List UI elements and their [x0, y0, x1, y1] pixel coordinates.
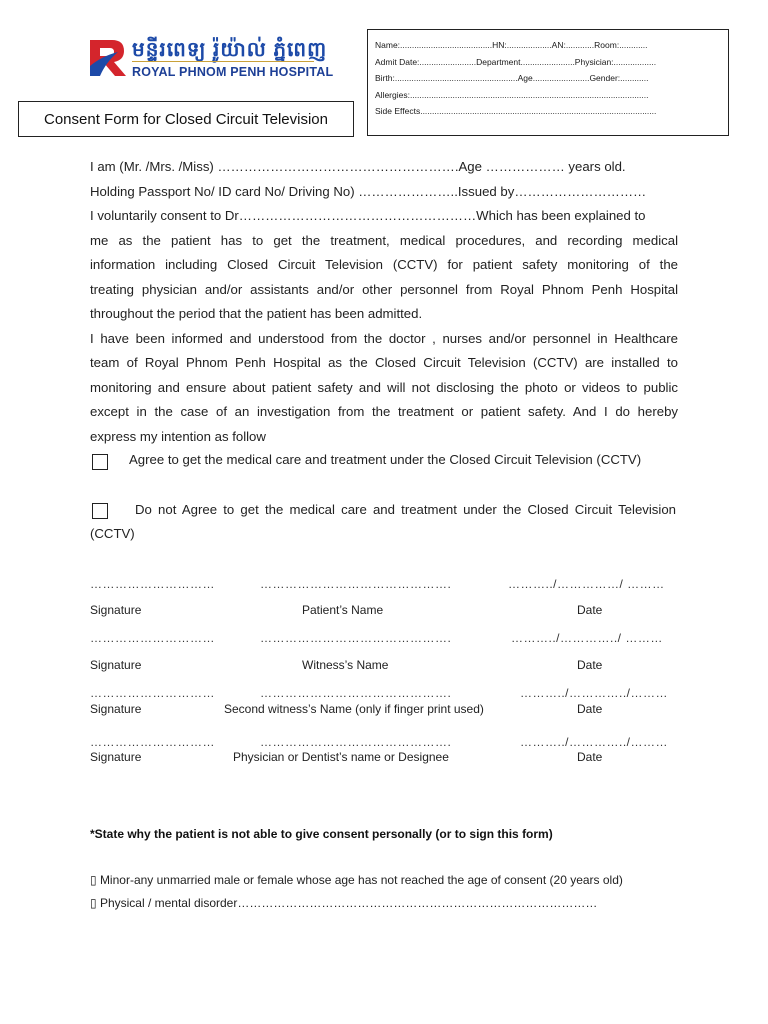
- consent-reason-heading: *State why the patient is not able to give consent personally (or to sign this form): [90, 827, 553, 841]
- logo-divider: [132, 61, 314, 62]
- date-label: Date: [577, 750, 603, 764]
- consent-line: team of Royal Phnom Penh Hospital as the Closed Circuit Television (CCTV) are installed to: [90, 355, 678, 370]
- form-title: Consent Form for Closed Circuit Television: [18, 101, 354, 137]
- consent-line: express my intention as follow: [90, 428, 266, 444]
- physician-name-label: Physician or Dentist’s name or Designee: [233, 750, 449, 764]
- name-line[interactable]: ……………………………………….: [260, 631, 452, 645]
- logo-english-text: ROYAL PHNOM PENH HOSPITAL: [132, 65, 334, 79]
- witness-name-label: Witness’s Name: [302, 658, 389, 672]
- consent-text: [90, 155, 678, 449]
- consent-line-doctor: I voluntarily consent to Dr………………………………………………Which has been explained to: [90, 208, 646, 223]
- consent-line: monitoring and ensure about patient safety and will not disclosing the photo or videos to public: [90, 379, 678, 395]
- signature-label: Signature: [90, 702, 142, 716]
- disagree-option-label-cont: (CCTV): [90, 526, 135, 541]
- consent-line: me as the patient has to get the treatment, medical procedures, and recording medical: [90, 232, 678, 248]
- date-label: Date: [577, 658, 603, 672]
- signature-line[interactable]: …………………………: [90, 686, 215, 700]
- signature-label: Signature: [90, 603, 142, 617]
- date-line[interactable]: ………../……………/ ………: [508, 577, 665, 591]
- patient-info-side-effects-line[interactable]: Side Effects....................................................................................................: [375, 106, 657, 116]
- name-line[interactable]: ……………………………………….: [260, 735, 452, 749]
- consent-line: treating physician and/or assistants and/or other personnel from Royal Phnom Penh Hospital: [90, 281, 678, 297]
- hospital-logo-icon: [88, 36, 128, 78]
- agree-option-label: Agree to get the medical care and treatment under the Closed Circuit Television (CCTV): [129, 452, 642, 467]
- date-line[interactable]: ………../…………../………: [520, 735, 669, 749]
- date-label: Date: [577, 702, 603, 716]
- consent-line: I have been informed and understood from the doctor , nurses and/or personnel in Healthcare: [90, 330, 678, 346]
- name-line[interactable]: ……………………………………….: [260, 686, 452, 700]
- second-witness-name-label: Second witness’s Name (only if finger print used): [224, 702, 484, 716]
- patient-name-label: Patient’s Name: [302, 603, 384, 617]
- signature-label: Signature: [90, 658, 142, 672]
- hospital-logo: [88, 36, 334, 84]
- date-label: Date: [577, 603, 603, 617]
- consent-line: except in the case of an investigation from the treatment or patient safety. And I do hereby: [90, 404, 678, 419]
- patient-info-birth-line[interactable]: Birth:....................................................Age........................Gender:............: [375, 73, 649, 83]
- agree-checkbox[interactable]: [92, 454, 108, 470]
- consent-line: throughout the period that the patient has been admitted.: [90, 306, 423, 321]
- disagree-checkbox[interactable]: [92, 503, 108, 519]
- reason-minor[interactable]: ▯ Minor-any unmarried male or female whose age has not reached the age of consent (20 years old): [90, 873, 623, 887]
- date-line[interactable]: ………../…………../………: [520, 686, 669, 700]
- signature-line[interactable]: …………………………: [90, 631, 215, 645]
- reason-disorder[interactable]: ▯ Physical / mental disorder………………………………………………………………………………: [90, 896, 598, 910]
- consent-line-name: I am (Mr. /Mrs. /Miss) ……………………………………………….Age ……………… years old.: [90, 159, 626, 174]
- date-line[interactable]: ………../…………../ ………: [511, 631, 663, 645]
- signature-label: Signature: [90, 750, 142, 764]
- consent-line: information including Closed Circuit Television (CCTV) for patient safety monitoring of the: [90, 257, 678, 272]
- signature-line[interactable]: …………………………: [90, 577, 215, 591]
- name-line[interactable]: ……………………………………….: [260, 577, 452, 591]
- patient-info-allergies-line[interactable]: Allergies:.....................................................................................................: [375, 89, 649, 100]
- patient-info-name-line[interactable]: Name:.......................................HN:...................AN:............Room:............: [375, 40, 648, 50]
- logo-khmer-text: មន្ទីរពេទ្យ រ៉ូយ៉ាល់ ភ្នំពេញ: [132, 39, 328, 61]
- disagree-option-label: Do not Agree to get the medical care and treatment under the Closed Circuit Television: [135, 502, 676, 517]
- patient-info-admit-line[interactable]: Admit Date:........................Department.......................Physician:..................: [375, 56, 657, 67]
- signature-line[interactable]: …………………………: [90, 735, 215, 749]
- consent-line-id: Holding Passport No/ ID card No/ Driving No) …………………..Issued by…………………………: [90, 183, 647, 199]
- patient-info-box: [367, 29, 729, 136]
